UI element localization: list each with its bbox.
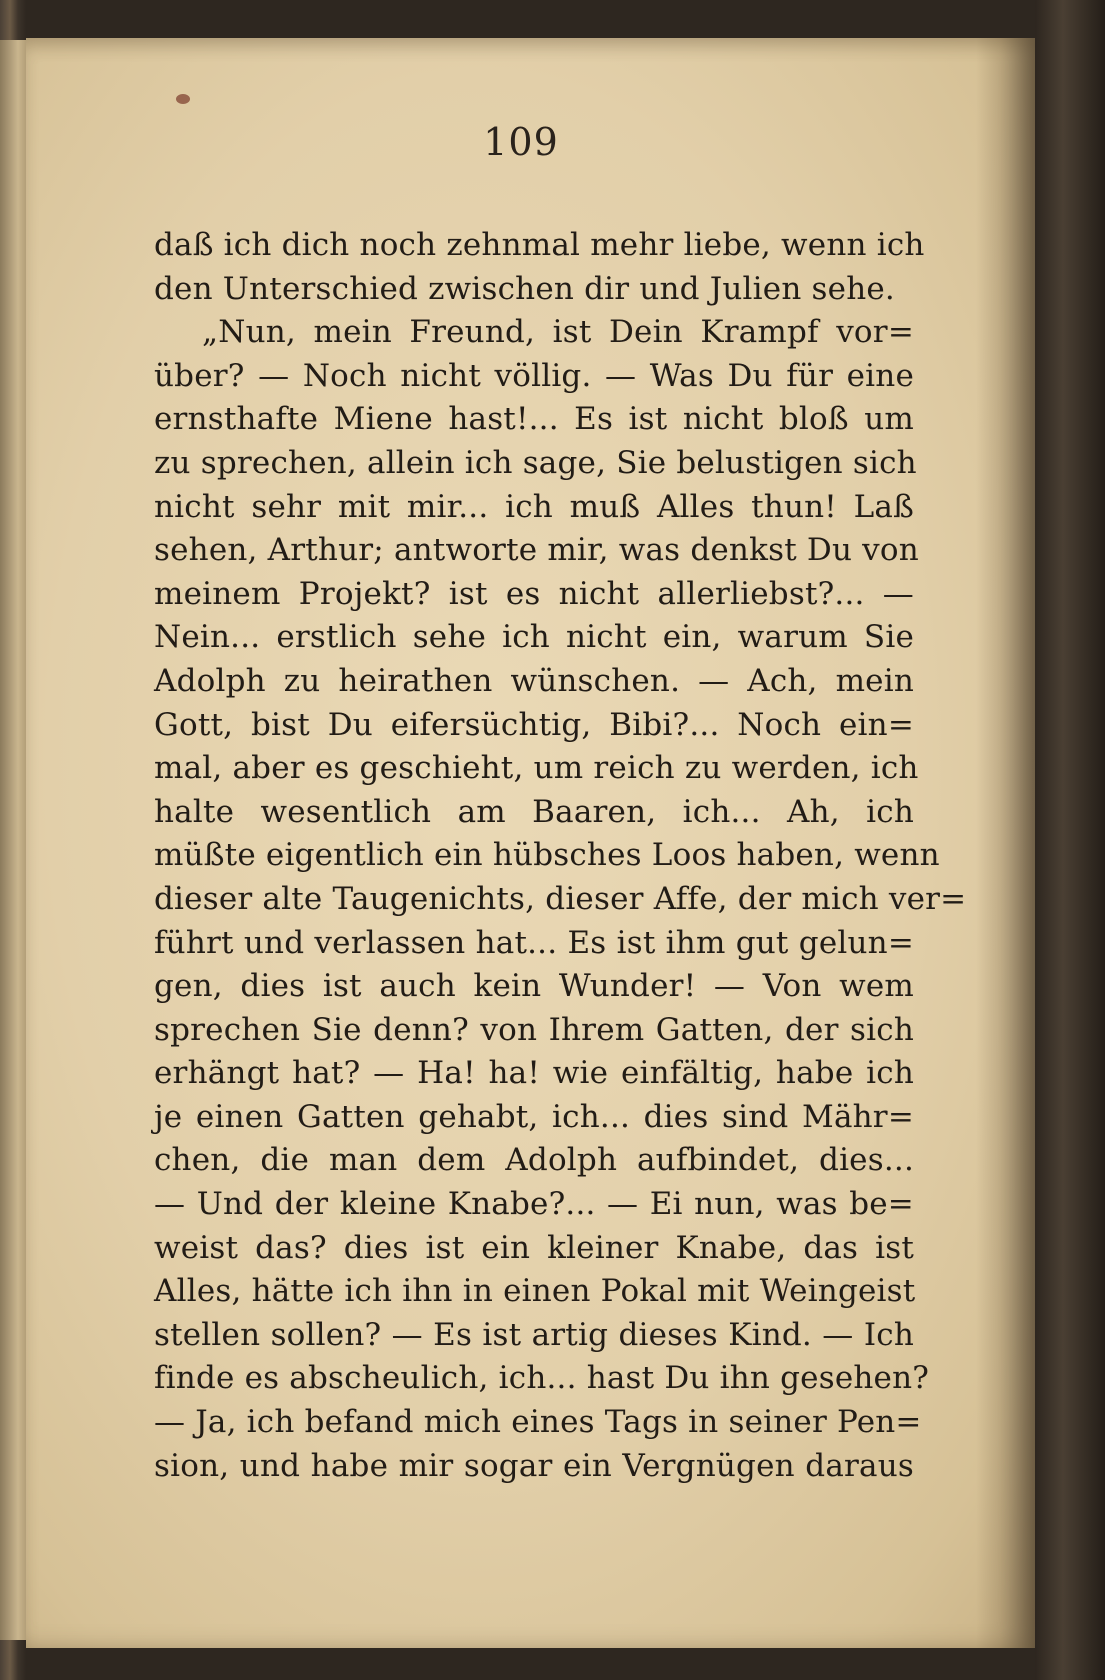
page-gutter-shadow (976, 38, 1036, 1648)
book-page (26, 38, 1036, 1648)
text-line: nicht sehr mit mir... ich muß Alles thun! Laß (154, 488, 914, 525)
text-line: müßte eigentlich ein hübsches Loos haben, wenn (154, 837, 940, 874)
text-line: sehen, Arthur; antworte mir, was denkst Du von (154, 532, 919, 569)
text-line: weist das? dies ist ein kleiner Knabe, das ist (154, 1229, 914, 1266)
text-line: zu sprechen, allein ich sage, Sie belustigen sich (154, 444, 917, 481)
text-line: — Und der kleine Knabe?... — Ei nun, was be= (154, 1186, 914, 1223)
text-line: — Ja, ich befand mich eines Tags in seiner Pen= (154, 1404, 922, 1441)
text-line: halte wesentlich am Baaren, ich... Ah, ich (154, 793, 914, 830)
text-line: ernsthafte Miene hast!... Es ist nicht bloß um (154, 401, 914, 438)
text-line: finde es abscheulich, ich... hast Du ihn gesehen? (154, 1360, 930, 1397)
text-line: Gott, bist Du eifersüchtig, Bibi?... Noch ein= (154, 706, 914, 743)
text-line: führt und verlassen hat... Es ist ihm gut gelun= (154, 924, 914, 961)
page-text-block (154, 224, 967, 1488)
text-line: erhängt hat? — Ha! ha! wie einfältig, habe ich (154, 1055, 914, 1092)
text-line: den Unterschied zwischen dir und Julien sehe. (154, 270, 895, 307)
text-line: sprechen Sie denn? von Ihrem Gatten, der sich (154, 1011, 914, 1048)
text-line: meinem Projekt? ist es nicht allerliebst?... — (154, 575, 914, 612)
text-line: je einen Gatten gehabt, ich... dies sind Mähr= (154, 1098, 914, 1135)
text-line: chen, die man dem Adolph aufbindet, dies... (154, 1142, 914, 1179)
text-line: dieser alte Taugenichts, dieser Affe, der mich ver= (154, 880, 967, 917)
ink-spot-decoration (176, 94, 190, 104)
text-line: mal, aber es geschieht, um reich zu werden, ich (154, 750, 919, 787)
text-line: Nein... erstlich sehe ich nicht ein, warum Sie (154, 619, 914, 656)
page-number: 109 (483, 120, 559, 164)
text-line: „Nun, mein Freund, ist Dein Krampf vor= (202, 314, 914, 351)
book-cover-edge (1035, 0, 1105, 1680)
text-line: stellen sollen? — Es ist artig dieses Kind. — Ich (154, 1316, 914, 1353)
text-line: über? — Noch nicht völlig. — Was Du für eine (154, 357, 914, 394)
text-line: daß ich dich noch zehnmal mehr liebe, wenn ich (154, 227, 925, 263)
text-line: gen, dies ist auch kein Wunder! — Von wem (154, 968, 914, 1005)
text-line: Alles, hätte ich ihn in einen Pokal mit Weingeist (154, 1273, 916, 1310)
text-line: sion, und habe mir sogar ein Vergnügen daraus (154, 1447, 914, 1484)
text-line: Adolph zu heirathen wünschen. — Ach, mein (154, 662, 914, 699)
